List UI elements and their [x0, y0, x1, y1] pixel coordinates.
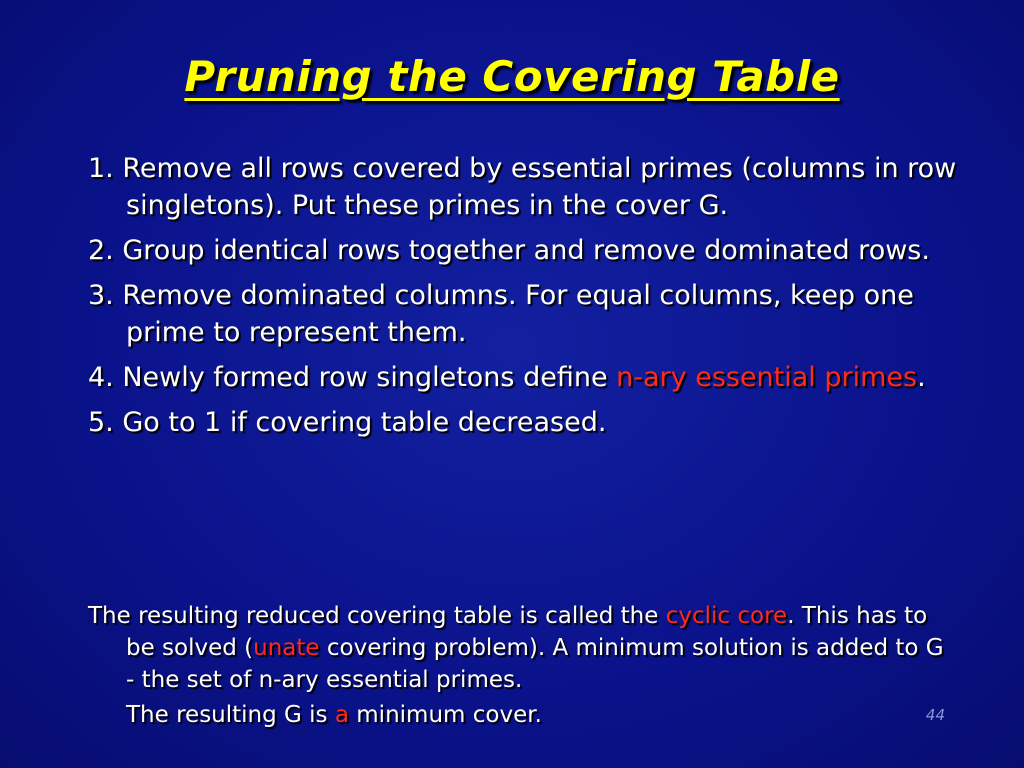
- step-text: 2. Group identical rows together and remove dominated rows.: [88, 235, 930, 266]
- summary-text: . This has to be solved (: [126, 603, 928, 661]
- step-text: .: [917, 362, 926, 393]
- step-text: 4. Newly formed row singletons define: [88, 362, 617, 393]
- page-number: 44: [925, 706, 945, 724]
- steps-list: [88, 150, 968, 449]
- highlight-term: a: [334, 702, 349, 728]
- summary-text: covering problem). A minimum solution is added to G - the set of n-ary essential primes.: [126, 635, 944, 693]
- step-item: [88, 277, 968, 351]
- summary-text: minimum cover.: [348, 702, 542, 728]
- highlight-term: unate: [253, 635, 320, 661]
- slide-title: Pruning the Covering Table: [184, 52, 840, 101]
- step-item: [88, 359, 968, 396]
- summary-paragraph: [88, 600, 948, 696]
- step-item: [88, 232, 968, 269]
- step-text: 5. Go to 1 if covering table decreased.: [88, 407, 607, 438]
- step-item: [88, 404, 968, 441]
- summary-conclusion: [88, 699, 948, 731]
- highlight-term: n-ary essential primes: [616, 362, 918, 393]
- summary-block: [88, 600, 948, 731]
- step-item: [88, 150, 968, 224]
- step-text: 3. Remove dominated columns. For equal columns, keep one prime to represent them.: [88, 280, 914, 348]
- highlight-term: cyclic core: [665, 603, 788, 629]
- summary-text: The resulting reduced covering table is called the: [88, 603, 666, 629]
- summary-text: The resulting G is: [126, 702, 335, 728]
- step-text: 1. Remove all rows covered by essential primes (columns in row singletons). Put these primes in the cover G.: [88, 153, 957, 221]
